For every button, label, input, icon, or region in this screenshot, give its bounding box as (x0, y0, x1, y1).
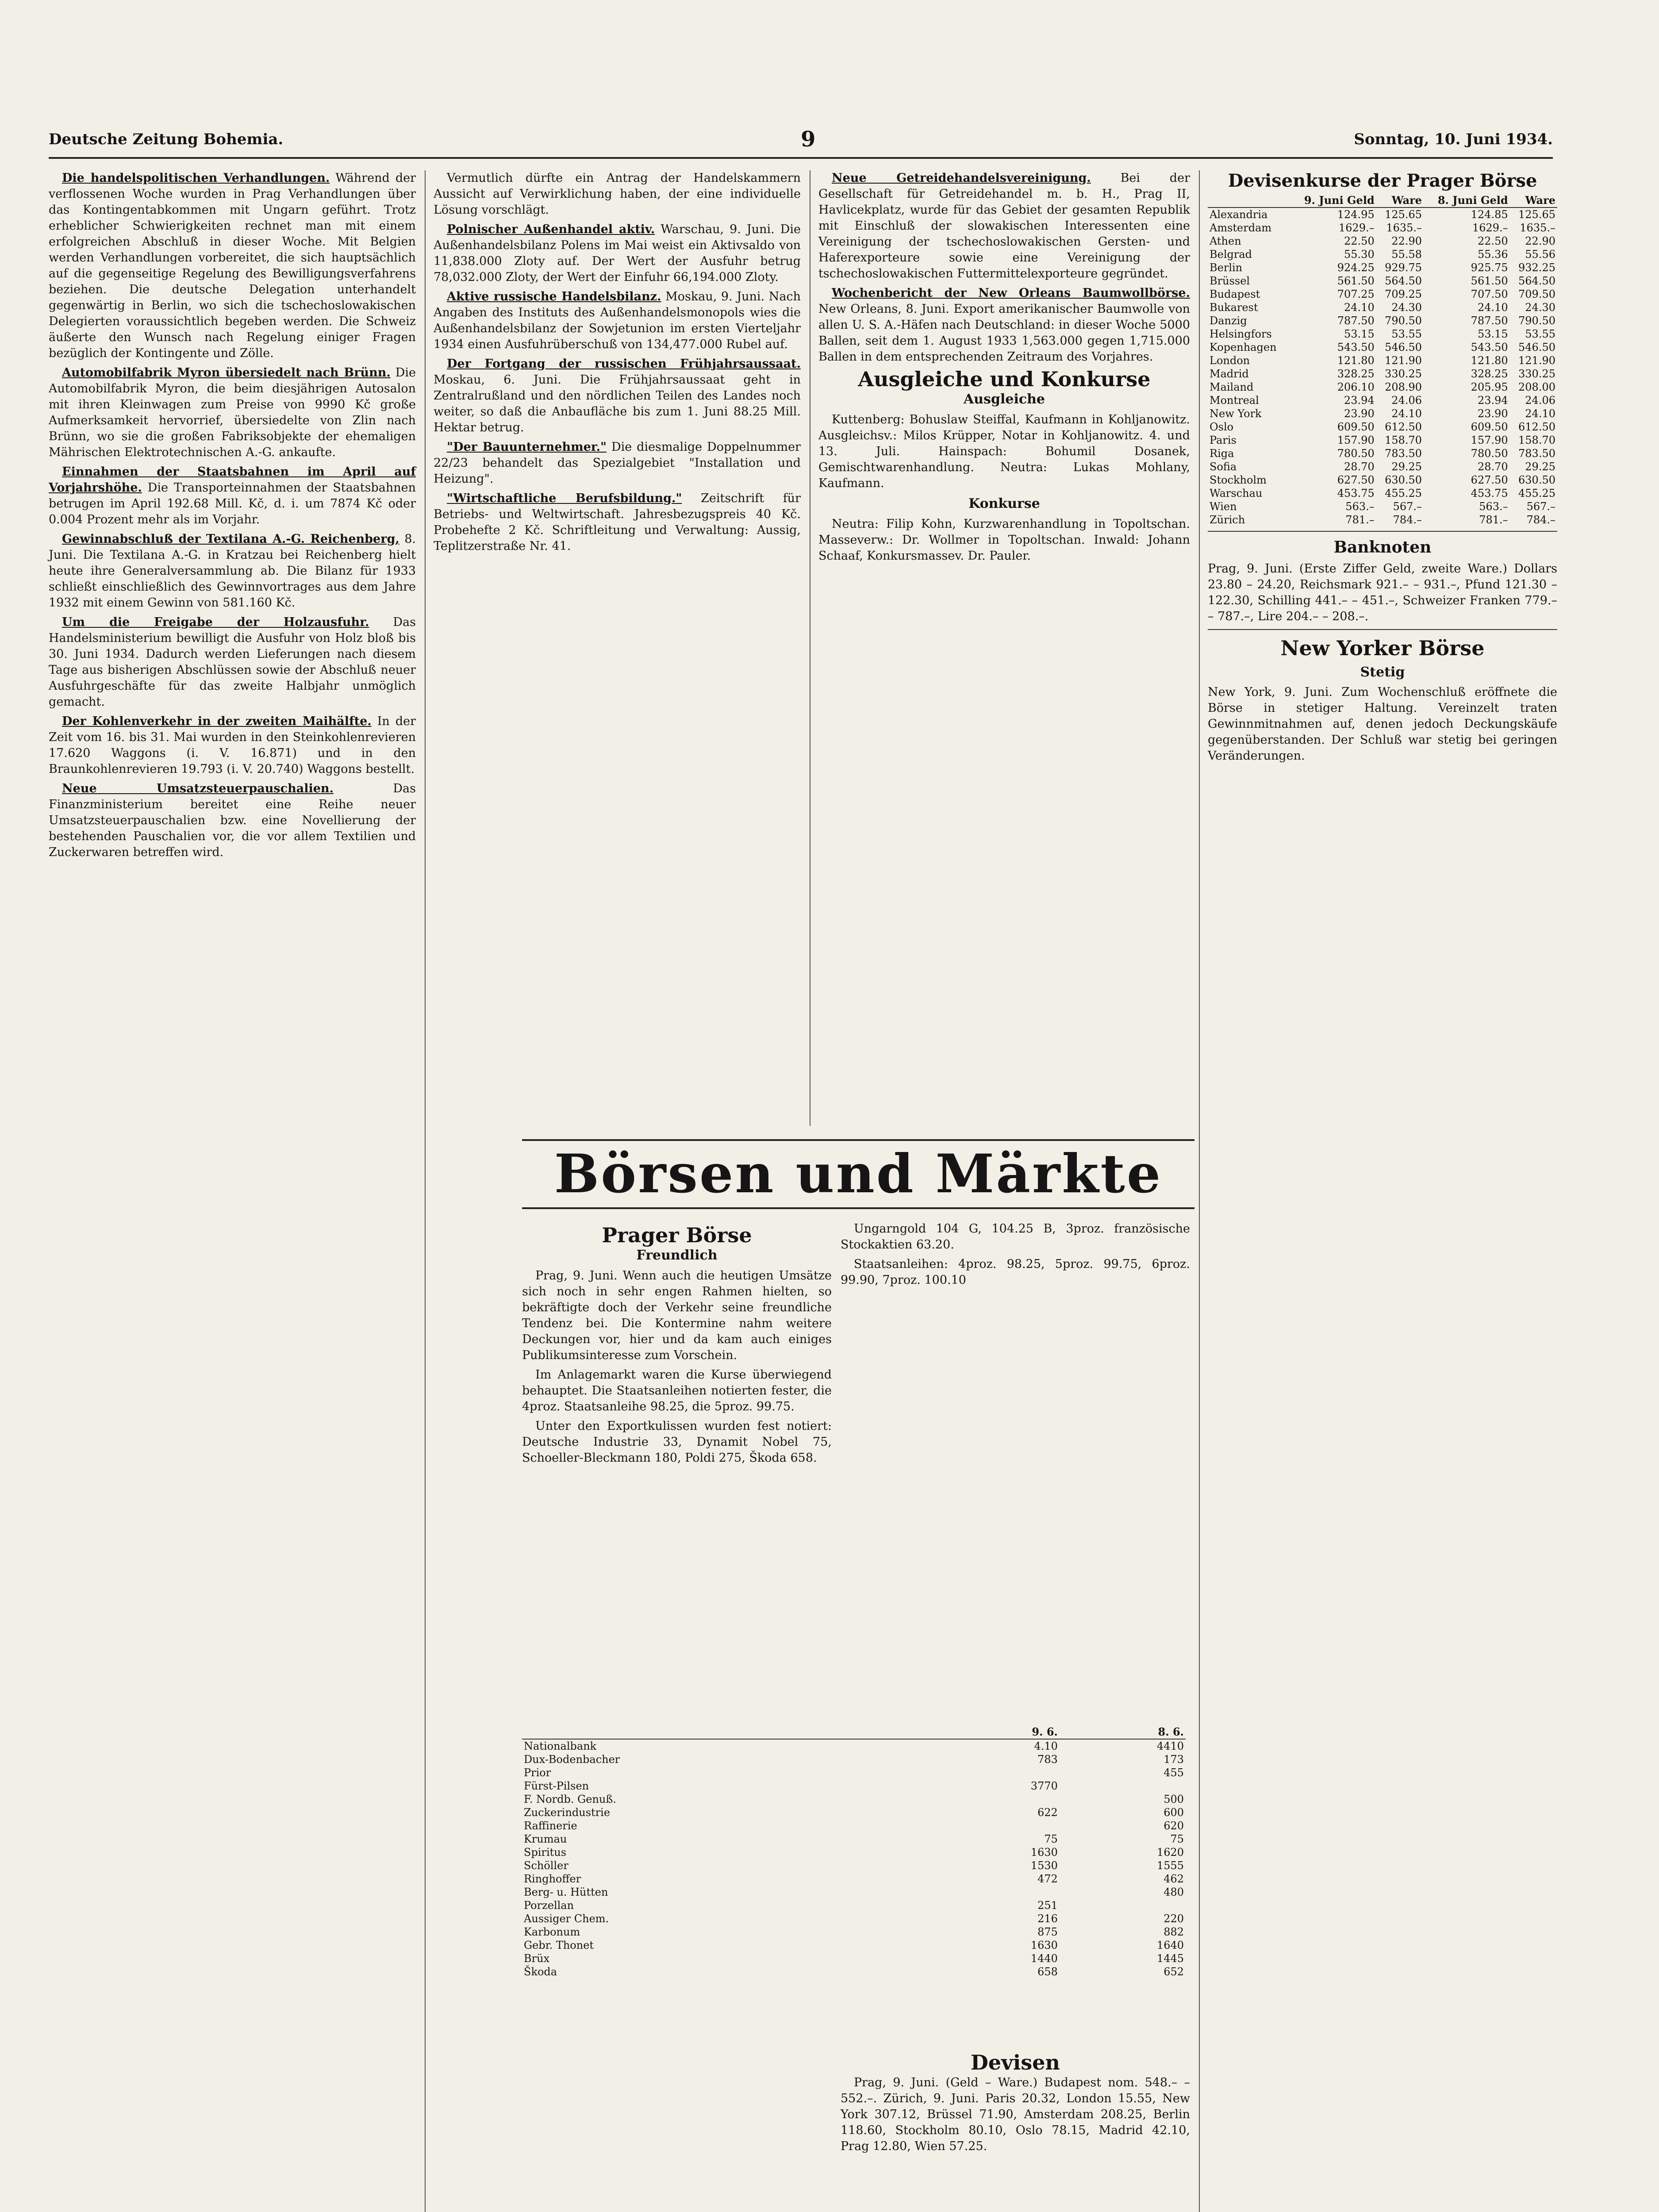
table-cell-value (933, 1819, 1060, 1832)
table-cell-label: Alexandria (1210, 208, 1268, 221)
table-cell-value: 1445 (1156, 1952, 1184, 1965)
table-cell-value: 157.90 (1471, 434, 1508, 446)
table-cell-value: 462 (1164, 1873, 1184, 1885)
table-row (1208, 407, 1557, 420)
article-text: Moskau, 9. Juni. Nach Angaben des Instituts des Außenhandelsmonopols wies die Außenhandelsbilanz der Sowjetunion im ersten Vierteljahr 1934 einen Ausfuhrüberschuß von 134,477.000 Rubel auf. (434, 290, 801, 351)
article-text: Moskau, 6. Juni. Die Frühjahrsaussaat geht in Zentralrußland und den nördlichen Teilen des Landes noch weiter, so daß die Anbaufläche bis zum 1. Juni 88.25 Mill. Hektar betrug. (434, 373, 801, 434)
table-cell-value: 24.30 (1525, 301, 1555, 314)
table-cell-value: 22.90 (1391, 235, 1422, 247)
table-cell-value: 546.50 (1385, 341, 1422, 353)
table-row (522, 1819, 1186, 1832)
table-cell-value: 24.06 (1525, 394, 1555, 407)
table-header: Ware (1376, 194, 1424, 207)
table-cell-value: 609.50 (1337, 421, 1375, 433)
table-cell-label: Warschau (1210, 487, 1263, 499)
table-row (1208, 207, 1557, 221)
table-row (522, 1859, 1186, 1872)
table-cell-label: Danzig (1210, 315, 1247, 327)
table-cell-value: 546.50 (1518, 341, 1555, 353)
table-cell-value: 328.25 (1337, 368, 1375, 380)
article-text: Warschau, 9. Juni. Die Außenhandelsbilanz Polens im Mai weist ein Aktivsaldo von 11,838.000 Zloty auf. Der Wert der Ausfuhr betrug 78,032.000 Zloty, der Wert der Einfuhr 66,194.000 Zloty. (434, 223, 801, 284)
table-row (522, 1912, 1186, 1925)
table-cell-value: 783.50 (1385, 447, 1422, 460)
table-cell-value: 1635.– (1520, 222, 1555, 234)
table-row (1208, 301, 1557, 314)
table-cell-value: 1635.– (1386, 222, 1422, 234)
headline: Der Fortgang der russischen Frühjahrsaussaat. (447, 357, 801, 371)
table-cell-value: 622 (1037, 1806, 1058, 1819)
table-cell-label: Budapest (1210, 288, 1260, 300)
table-cell-value: 453.75 (1471, 487, 1508, 499)
section-title: Devisenkurse der Prager Börse (1228, 170, 1537, 191)
table-cell-value: 709.50 (1518, 288, 1555, 300)
article-text: Vermutlich dürfte ein Antrag der Handelskammern Aussicht auf Verwirklichung haben, der eine individuelle Lösung vorschlägt. (434, 171, 801, 217)
table-row (1208, 513, 1557, 526)
article-text: Unter den Exportkulissen wurden fest notiert: Deutsche Industrie 33, Dynamit Nobel 75, Schoeller-Bleckmann 180, Poldi 275, Škoda 658. (522, 1419, 832, 1465)
table-cell-label: New York (1210, 407, 1262, 420)
table-cell-label: Montreal (1210, 394, 1259, 407)
headline: Wochenbericht der New Orleans Baumwollbörse. (832, 286, 1190, 300)
table-cell-value: 455.25 (1518, 487, 1555, 499)
table-cell-value: 612.50 (1518, 421, 1555, 433)
headline: Neue Umsatzsteuerpauschalien. (62, 782, 334, 795)
table-cell-value: 783 (1037, 1753, 1058, 1766)
table-cell-value: 23.90 (1344, 407, 1375, 420)
table-row (1208, 221, 1557, 234)
table-cell-value: 543.50 (1337, 341, 1375, 353)
table-cell-value: 55.36 (1477, 248, 1508, 261)
table-row (522, 1739, 1186, 1753)
table-row (1208, 288, 1557, 301)
table-header (1208, 194, 1290, 207)
table-cell-value: 1629.– (1339, 222, 1375, 234)
table-cell-label: Berlin (1210, 261, 1243, 274)
headline: Der Kohlenverkehr in der zweiten Maihälfte. (62, 714, 372, 728)
table-cell-value: 121.90 (1385, 354, 1422, 367)
article-text: Ungarngold 104 G, 104.25 B, 3proz. französische Stockaktien 63.20. (841, 1222, 1190, 1252)
table-cell-value: 125.65 (1385, 208, 1422, 221)
table-cell-value: 790.50 (1385, 315, 1422, 327)
table-cell-label: Brüx (524, 1952, 550, 1965)
table-row (522, 1766, 1186, 1779)
table-cell-value: 780.50 (1471, 447, 1508, 460)
table-header: Ware (1510, 194, 1557, 207)
table-row (1208, 447, 1557, 460)
table-cell-value: 53.55 (1525, 328, 1555, 340)
table-row (1208, 367, 1557, 380)
table-cell-label: Karbonum (524, 1926, 580, 1938)
table-cell-value: 600 (1164, 1806, 1184, 1819)
paper-name: Deutsche Zeitung Bohemia. (49, 131, 284, 148)
table-cell-value: 24.10 (1525, 407, 1555, 420)
headline: Um die Freigabe der Holzausfuhr. (62, 615, 369, 629)
table-cell-value: 53.15 (1344, 328, 1375, 340)
table-cell-value: 157.90 (1337, 434, 1375, 446)
table-cell-label: Amsterdam (1210, 222, 1272, 234)
table-cell-value: 28.70 (1344, 461, 1375, 473)
table-cell-value: 23.94 (1477, 394, 1508, 407)
table-cell-value: 652 (1164, 1966, 1184, 1978)
table-row (1208, 261, 1557, 274)
table-cell-value: 173 (1164, 1753, 1184, 1766)
table-cell-value (1060, 1899, 1186, 1912)
table-cell-label: Paris (1210, 434, 1237, 446)
table-cell-label: Sofia (1210, 461, 1237, 473)
table-cell-value: 781.– (1479, 514, 1508, 526)
table-cell-label: Helsingfors (1210, 328, 1272, 340)
table-cell-label: Fürst-Pilsen (524, 1780, 589, 1792)
column-3 (818, 170, 1190, 568)
table-cell-value: 330.25 (1518, 368, 1555, 380)
table-cell-value: 216 (1037, 1912, 1058, 1925)
table-cell-label: Prior (524, 1767, 551, 1779)
table-cell-label: London (1210, 354, 1250, 367)
table-cell-value: 658 (1037, 1966, 1058, 1978)
table-cell-value: 630.50 (1385, 474, 1422, 486)
table-cell-label: Nationalbank (524, 1740, 597, 1752)
table-cell-value: 1630 (1030, 1939, 1058, 1951)
stock-table (522, 1725, 1186, 1978)
article-text: Prag, 9. Juni. (Geld – Ware.) Budapest nom. 548.– – 552.–. Zürich, 9. Juni. Paris 20.32, London 15.55, New York 307.12, Brüssel 71.90, Amsterdam 208.25, Berlin 118.60, Stockholm 80.10, Oslo 78.15, Madrid 42.10, Prag 12.80, Wien 57.25. (841, 2076, 1190, 2153)
table-cell-value: 220 (1164, 1912, 1184, 1925)
foreign-exchange-note (841, 1221, 1190, 1292)
table-cell-label: Belgrad (1210, 248, 1252, 261)
table-cell-value: 783.50 (1518, 447, 1555, 460)
table-cell-value: 251 (1037, 1899, 1058, 1912)
section-banner: Börsen und Märkte (522, 1139, 1194, 1209)
headline: Automobilfabrik Myron übersiedelt nach Brünn. (62, 366, 391, 380)
table-cell-value: 1630 (1030, 1846, 1058, 1859)
table-cell-value: 23.90 (1477, 407, 1508, 420)
table-cell-value: 29.25 (1525, 461, 1555, 473)
table-cell-value: 121.80 (1471, 354, 1508, 367)
table-cell-label: Schöller (524, 1859, 568, 1872)
table-cell-value: 564.50 (1518, 275, 1555, 287)
table-row (522, 1793, 1186, 1806)
divider (1208, 531, 1557, 532)
table-cell-value: 125.65 (1518, 208, 1555, 221)
table-header: 8. Juni Geld (1424, 194, 1510, 207)
table-cell-value: 567.– (1393, 500, 1422, 513)
table-cell-value: 1629.– (1472, 222, 1508, 234)
table-cell-value: 567.– (1526, 500, 1555, 513)
table-row (522, 1832, 1186, 1846)
table-cell-label: Krumau (524, 1833, 567, 1845)
table-cell-value: 124.85 (1471, 208, 1508, 221)
section-title: Prager Börse (602, 1223, 752, 1247)
article-text: 8. Juni. Die Textilana A.-G. in Kratzau bei Reichenberg hielt heute ihre Generalversammlung ab. Die Bilanz für 1933 schließt einschließlich des Gewinnvortrages aus dem Jahre 1932 mit einem Gewinn von 581.160 Kč. (49, 532, 416, 610)
table-cell-value: 707.25 (1337, 288, 1375, 300)
table-cell-value: 124.95 (1337, 208, 1375, 221)
table-cell-value: 627.50 (1337, 474, 1375, 486)
article-text: New York, 9. Juni. Zum Wochenschluß eröffnete die Börse in stetiger Haltung. Vereinzelt traten Gewinnmitnahmen auf, denen jedoch Deckungskäufe gegenüberstanden. Der Schluß war stetig bei geringen Veränderungen. (1208, 685, 1557, 763)
divider (1208, 629, 1557, 630)
table-cell-value: 472 (1037, 1873, 1058, 1885)
headline: Die handelspolitischen Verhandlungen. (62, 171, 330, 185)
table-row (522, 1939, 1186, 1952)
table-cell-value: 28.70 (1477, 461, 1508, 473)
table-cell-label: Raffinerie (524, 1820, 577, 1832)
table-cell-value: 453.75 (1337, 487, 1375, 499)
table-cell-value (933, 1766, 1060, 1779)
table-cell-value: 1530 (1030, 1859, 1058, 1872)
table-cell-value: 784.– (1526, 514, 1555, 526)
table-cell-value: 882 (1164, 1926, 1184, 1938)
table-cell-label: Riga (1210, 447, 1234, 460)
table-cell-label: Madrid (1210, 368, 1249, 380)
table-cell-label: Berg- u. Hütten (524, 1886, 608, 1898)
table-cell-value: 22.50 (1344, 235, 1375, 247)
headline: "Wirtschaftliche Berufsbildung." (447, 492, 682, 505)
article-text: Während der verflossenen Woche wurden in Prag Verhandlungen über das Kontingentabkommen mit Ungarn geführt. Trotz erheblicher Schwierigkeiten rechnet man mit einem erfolgreichen Abschluß in dieser Woche. Mit Belgien werden Verhandlungen vorbereitet, die sich hauptsächlich auf die gegenseitige Regelung des Bewilligungsverfahrens beziehen. Die deutsche Delegation unterhandelt gegenwärtig in Berlin, wo sich die tschechoslowakischen Delegierten voraussichtlich begeben werden. Die Schweiz äußerte den Wunsch nach Regelung einiger Fragen bezüglich der Kontingente und Zölle. (49, 171, 416, 360)
headline: "Der Bauunternehmer." (447, 440, 607, 454)
table-cell-value: 781.– (1345, 514, 1375, 526)
table-cell-value: 784.– (1393, 514, 1422, 526)
table-cell-value (933, 1793, 1060, 1806)
table-cell-value: 709.25 (1385, 288, 1422, 300)
table-header: 9. Juni Geld (1290, 194, 1376, 207)
table-cell-label: F. Nordb. Genuß. (524, 1793, 617, 1805)
table-row (522, 1806, 1186, 1819)
table-cell-value: 75 (1044, 1833, 1058, 1845)
table-cell-label: Spiritus (524, 1846, 567, 1859)
section-title: Banknoten (1333, 538, 1432, 557)
article-text: Die Transporteinnahmen der Staatsbahnen betrugen im April 192.68 Mill. Kč, d. i. um 7874 Kč oder 0.004 Prozent mehr als im Vorjahr. (49, 481, 416, 526)
article-text: Kuttenberg: Bohuslaw Steiffal, Kaufmann in Kohljanowitz. Ausgleichsv.: Milos Krüpper, Notar in Kohljanowitz. 4. und 13. Juli. Hainspach: Bohumil Dosanek, Gemischtwarenhandlung. Neutra: Lukas Mohlany, Kaufmann. (818, 413, 1190, 490)
section-subtitle: Ausgleiche (964, 392, 1045, 407)
table-cell-label: Brüssel (1210, 275, 1250, 287)
table-cell-value: 929.75 (1385, 261, 1422, 274)
section-subtitle: Konkurse (968, 496, 1040, 511)
table-row (522, 1925, 1186, 1939)
table-cell-value: 3770 (1030, 1780, 1058, 1792)
table-cell-value: 4.10 (1034, 1740, 1058, 1752)
table-cell-value: 24.30 (1391, 301, 1422, 314)
table-row (1208, 420, 1557, 434)
table-cell-value: 55.30 (1344, 248, 1375, 261)
table-cell-value: 612.50 (1385, 421, 1422, 433)
table-row (1208, 341, 1557, 354)
table-cell-value: 55.56 (1525, 248, 1555, 261)
table-cell-value: 455 (1164, 1767, 1184, 1779)
table-cell-value: 205.95 (1471, 381, 1508, 393)
column-rule (1199, 170, 1200, 2212)
table-cell-label: Škoda (524, 1966, 557, 1978)
table-row (1208, 394, 1557, 407)
table-cell-value: 1440 (1030, 1952, 1058, 1965)
table-row (1208, 234, 1557, 248)
table-cell-value: 75 (1170, 1833, 1184, 1845)
table-cell-label: Aussiger Chem. (524, 1912, 609, 1925)
table-cell-value: 328.25 (1471, 368, 1508, 380)
table-row (522, 1965, 1186, 1978)
article-text: Zeitschrift für Betriebs- und Weltwirtschaft. Jahresbezugspreis 40 Kč. Probehefte 2 Kč. Schriftleitung und Verwaltung: Aussig, Teplitzerstraße Nr. 41. (434, 492, 801, 553)
column-rule (425, 170, 426, 2212)
table-cell-value: 787.50 (1471, 315, 1508, 327)
table-cell-value: 875 (1037, 1926, 1058, 1938)
table-cell-value: 1555 (1156, 1859, 1184, 1872)
table-cell-value: 790.50 (1518, 315, 1555, 327)
table-row (1208, 460, 1557, 473)
column-2 (434, 170, 801, 558)
table-cell-value: 53.55 (1391, 328, 1422, 340)
table-row (522, 1886, 1186, 1899)
table-cell-value: 780.50 (1337, 447, 1375, 460)
issue-date: Sonntag, 10. Juni 1934. (1354, 131, 1553, 148)
article-text: Das Finanzministerium bereitet eine Reihe neuer Umsatzsteuerpauschalien bzw. eine Novellierung der bestehenden Pauschalien vor, die vor allem Textilien und Zuckerwaren betreffen wird. (49, 782, 416, 859)
table-cell-label: Bukarest (1210, 301, 1258, 314)
table-cell-value: 208.90 (1385, 381, 1422, 393)
table-cell-value: 630.50 (1518, 474, 1555, 486)
table-cell-value: 620 (1164, 1820, 1184, 1832)
article-text: Prag, 9. Juni. (Erste Ziffer Geld, zweite Ware.) Dollars 23.80 – 24.20, Reichsmark 921.– – 931.–, Pfund 121.30 – 122.30, Schilling 441.– – 451.–, Schweizer Franken 779.– – 787.–, Lire 204.– – 208.–. (1208, 562, 1557, 623)
table-row (1208, 434, 1557, 447)
table-cell-value: 925.75 (1471, 261, 1508, 274)
table-cell-value: 121.80 (1337, 354, 1375, 367)
table-cell-label: Ringhoffer (524, 1873, 581, 1885)
section-title: Ausgleiche und Konkurse (858, 367, 1151, 391)
column-1 (49, 170, 416, 864)
table-cell-value: 563.– (1479, 500, 1508, 513)
table-cell-value: 29.25 (1391, 461, 1422, 473)
table-cell-value: 455.25 (1385, 487, 1422, 499)
table-cell-value: 22.90 (1525, 235, 1555, 247)
table-cell-value: 24.10 (1477, 301, 1508, 314)
table-cell-label: Zuckerindustrie (524, 1806, 611, 1819)
table-header (522, 1725, 933, 1739)
table-cell-value: 609.50 (1471, 421, 1508, 433)
table-row (1208, 473, 1557, 487)
headline: Aktive russische Handelsbilanz. (447, 290, 661, 303)
table-row (1208, 327, 1557, 341)
table-row (522, 1846, 1186, 1859)
table-cell-value (933, 1886, 1060, 1899)
table-cell-value: 24.10 (1391, 407, 1422, 420)
headline: Neue Getreidehandelsvereinigung. (832, 171, 1091, 185)
table-cell-value: 121.90 (1518, 354, 1555, 367)
table-cell-label: Dux-Bodenbacher (524, 1753, 620, 1766)
table-cell-value: 563.– (1345, 500, 1375, 513)
table-cell-value: 208.00 (1518, 381, 1555, 393)
table-cell-value: 24.10 (1344, 301, 1375, 314)
devisen-section (841, 2048, 1190, 2158)
table-cell-label: Porzellan (524, 1899, 574, 1912)
table-cell-value: 561.50 (1337, 275, 1375, 287)
section-subtitle: Stetig (1360, 664, 1405, 680)
table-cell-value: 543.50 (1471, 341, 1508, 353)
article-text: Staatsanleihen: 4proz. 98.25, 5proz. 99.75, 6proz. 99.90, 7proz. 100.10 (841, 1257, 1190, 1287)
table-header: 8. 6. (1060, 1725, 1186, 1739)
table-cell-value: 206.10 (1337, 381, 1375, 393)
table-row (522, 1779, 1186, 1793)
table-cell-label: Zürich (1210, 514, 1245, 526)
table-cell-value: 22.50 (1477, 235, 1508, 247)
table-row (1208, 487, 1557, 500)
article-text: Das Handelsministerium bewilligt die Ausfuhr von Holz bloß bis 30. Juni 1934. Dadurch werden Lieferungen nach diesem Tage aus bisherigen Abschlüssen sowie der Abschluß neuer Ausfuhrgeschäfte für das zweite Halbjahr unmöglich gemacht. (49, 615, 416, 709)
table-cell-value: 53.15 (1477, 328, 1508, 340)
table-row (1208, 274, 1557, 288)
devisen-table (1208, 194, 1557, 526)
table-cell-value: 24.06 (1391, 394, 1422, 407)
table-cell-value: 4410 (1156, 1740, 1184, 1752)
table-cell-value: 158.70 (1385, 434, 1422, 446)
table-row (522, 1952, 1186, 1965)
table-row (522, 1872, 1186, 1886)
table-cell-value: 564.50 (1385, 275, 1422, 287)
page-number: 9 (801, 127, 816, 152)
table-cell-value: 932.25 (1518, 261, 1555, 274)
table-cell-value: 480 (1164, 1886, 1184, 1898)
table-cell-value: 55.58 (1391, 248, 1422, 261)
article-text: Prag, 9. Juni. Wenn auch die heutigen Umsätze sich noch in sehr engen Rahmen hielten, so bekräftigte doch der Verkehr seine freundliche Tendenz bei. Die Kontermine nahm weitere Deckungen vor, hier und da kam auch einiges Publikumsinteresse zum Vorschein. (522, 1269, 832, 1362)
page-header (49, 127, 1553, 159)
article-text: Die diesmalige Doppelnummer 22/23 behandelt das Spezialgebiet "Installation und Heizung". (434, 440, 801, 486)
article-text: Bei der Gesellschaft für Getreidehandel m. b. H., Prag II, Havlicekplatz, wurde für das Gebiet der gesamten Republik mit Einschluß der slowakischen Interessenten eine Vereinigung der tschechoslowakischen Gersten- und Haferexporteure sowie eine Vereinigung der tschechoslowakischen Futtermittelexporteure gegründet. (818, 171, 1190, 280)
headline: Gewinnabschluß der Textilana A.-G. Reichenberg, (62, 532, 399, 546)
table-cell-label: Oslo (1210, 421, 1234, 433)
section-subtitle: Freundlich (636, 1248, 718, 1263)
table-cell-value: 330.25 (1385, 368, 1422, 380)
table-cell-value: 500 (1164, 1793, 1184, 1805)
article-text: Im Anlagemarkt waren die Kurse überwiegend behauptet. Die Staatsanleihen notierten fester, die 4proz. Staatsanleihe 98.25, die 5proz. 99.75. (522, 1368, 832, 1413)
devisenkurse-box (1208, 170, 1557, 764)
table-row (1208, 380, 1557, 394)
table-cell-value (1060, 1779, 1186, 1793)
table-cell-value: 787.50 (1337, 315, 1375, 327)
article-text: In der Zeit vom 16. bis 31. Mai wurden in den Steinkohlenrevieren 17.620 Waggons (i. V. 16.871) und in den Braunkohlenrevieren 19.793 (i. V. 20.740) Waggons bestellt. (49, 714, 416, 776)
table-row (1208, 354, 1557, 367)
table-row (1208, 248, 1557, 261)
table-cell-value: 561.50 (1471, 275, 1508, 287)
table-row (1208, 500, 1557, 513)
table-cell-label: Athen (1210, 235, 1241, 247)
headline: Polnischer Außenhandel aktiv. (447, 223, 655, 236)
table-cell-label: Wien (1210, 500, 1237, 513)
table-row (522, 1899, 1186, 1912)
table-cell-value: 23.94 (1344, 394, 1375, 407)
table-cell-label: Stockholm (1210, 474, 1267, 486)
table-row (522, 1753, 1186, 1766)
article-text: Neutra: Filip Kohn, Kurzwarenhandlung in Topoltschan. Masseverw.: Dr. Wollmer in Topoltschan. Inwald: Johann Schaaf, Konkursmassev. Dr. Pauler. (818, 517, 1190, 563)
headline: Einnahmen der Staatsbahnen im April auf Vorjahrshöhe. (49, 465, 416, 495)
article-text: Die Automobilfabrik Myron, die beim diesjährigen Autosalon mit ihren Kleinwagen zum Preise von 9990 Kč große Aufmerksamkeit hervorrief, übersiedelte von Zlin nach Brünn, wo sie die großen Fabriksobjekte der ehemaligen Mährischen Elektrotechnischen A.-G. ankaufte. (49, 366, 416, 459)
table-cell-value: 707.50 (1471, 288, 1508, 300)
table-cell-label: Gebr. Thonet (524, 1939, 594, 1951)
table-cell-value: 924.25 (1337, 261, 1375, 274)
table-cell-value: 627.50 (1471, 474, 1508, 486)
table-cell-label: Mailand (1210, 381, 1254, 393)
table-cell-value: 158.70 (1518, 434, 1555, 446)
table-row (1208, 314, 1557, 327)
table-cell-value: 1640 (1156, 1939, 1184, 1951)
table-cell-label: Kopenhagen (1210, 341, 1277, 353)
section-title: Devisen (971, 2051, 1060, 2074)
table-cell-value: 1620 (1156, 1846, 1184, 1859)
article-text: New Orleans, 8. Juni. Export amerikanischer Baumwolle von allen U. S. A.-Häfen nach Deutschland: in dieser Woche 5000 Ballen, seit dem 1. August 1933 1,563.000 gegen 1,715.000 Ballen in dem entsprechenden Zeitraum des Vorjahres. (818, 302, 1190, 364)
stock-table-wrap (522, 1725, 1186, 1978)
prague-exchange (522, 1221, 832, 1470)
section-title: New Yorker Börse (1280, 636, 1485, 660)
table-header: 9. 6. (933, 1725, 1060, 1739)
